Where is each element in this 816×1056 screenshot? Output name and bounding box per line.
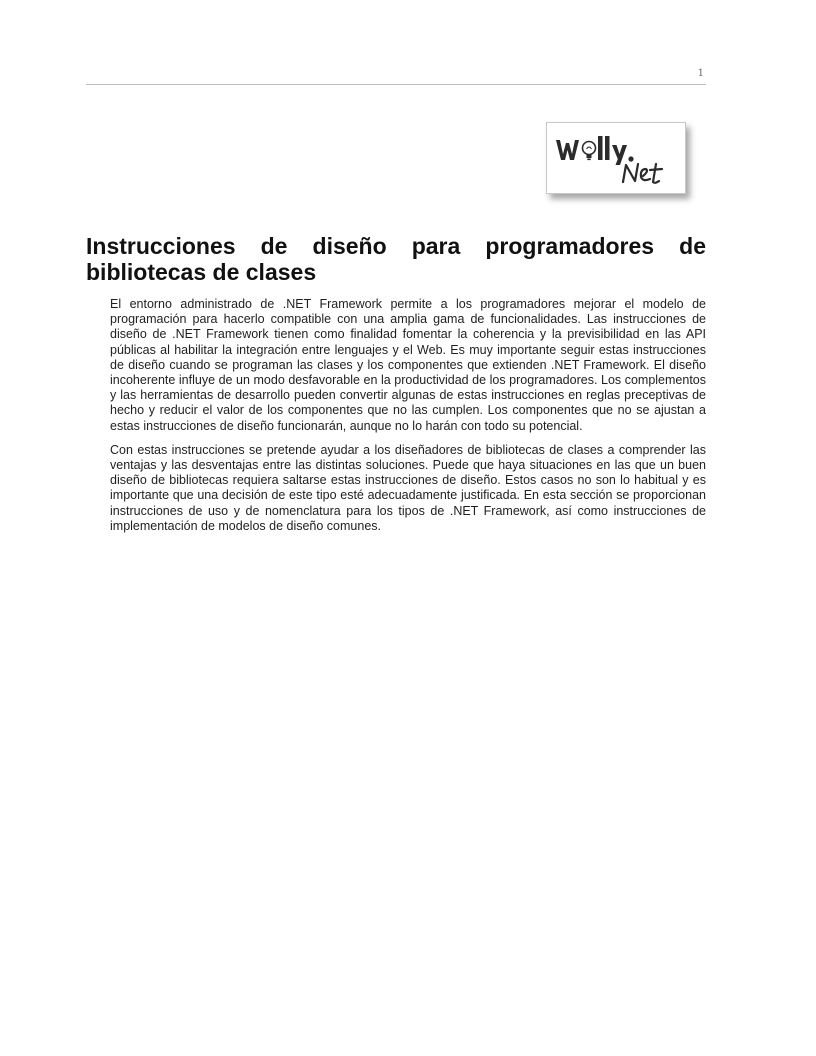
body-paragraph: Con estas instrucciones se pretende ayudar a los diseñadores de bibliotecas de clases a comprender las ventajas y las desventajas entre las distintas soluciones. Puede que haya situaciones en las que un buen diseño de bibliotecas requiera saltarse estas instrucciones de diseño. Estos casos no son lo habitual y es importante que una decisión de este tipo esté adecuadamente justificada. En esta sección se proporcionan instrucciones de uso y de nomenclatura para los tipos de .NET Framework, así como instrucciones de implementación de modelos de diseño comunes. bbox=[110, 442, 706, 533]
document-title: Instrucciones de diseño para programadores de bibliotecas de clases bbox=[86, 233, 706, 285]
page-number: 1 bbox=[697, 68, 704, 79]
logo-dot bbox=[628, 156, 633, 161]
logo-letter-l2 bbox=[605, 136, 610, 160]
wolly-net-logo bbox=[546, 122, 686, 194]
logo-letter-l1 bbox=[598, 136, 603, 160]
logo-letter-y bbox=[612, 145, 627, 165]
logo-letter-w bbox=[556, 140, 579, 160]
body-paragraph: El entorno administrado de .NET Framework permite a los programadores mejorar el modelo de programación para hacerlo compatible con una amplia gama de funcionalidades. Las instrucciones de diseño de .NET Framework tienen como finalidad fomentar la coherencia y la previsibilidad en las API públicas al habilitar la integración entre lenguajes y el Web. Es muy importante seguir estas instrucciones de diseño cuando se programan las clases y los componentes que extienden .NET Framework. El diseño incoherente influye de un modo desfavorable en la productividad de los programadores. Los complementos y las herramientas de desarrollo pueden convertir algunas de estas instrucciones en reglas preceptivas de hecho y reducir el valor de los componentes que no las cumplen. Los componentes que no se ajustan a estas instrucciones de diseño funcionarán, aunque no lo harán con todo su potencial. bbox=[110, 297, 706, 433]
logo-graphic bbox=[547, 123, 685, 193]
document-body bbox=[110, 297, 706, 543]
logo-net-script bbox=[623, 164, 662, 183]
lightbulb-icon bbox=[583, 142, 596, 161]
page-header bbox=[86, 66, 706, 85]
